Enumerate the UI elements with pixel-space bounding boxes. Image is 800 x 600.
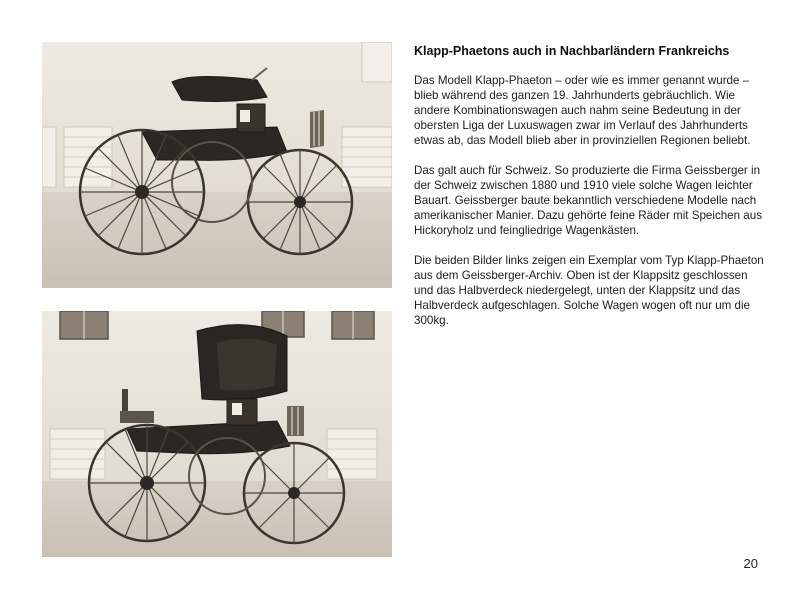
article-heading: Klapp-Phaetons auch in Nachbarländern Frankreichs <box>414 44 730 58</box>
carriage-photo-bottom <box>42 311 392 557</box>
paragraph-intro: Das Modell Klapp-Phaeton – oder wie es immer genannt wurde – blieb während des ganzen 19. Jahrhunderts gebräuchlich. Wie andere Kombinationswagen auch nahm seine Bedeutung in der obersten Liga der Luxuswagen zwar im Verlauf des Jahrhunderts etwas ab, das Modell blieb aber in provinziellen Regionen beliebt. <box>414 74 751 147</box>
article-text <box>414 44 764 343</box>
page-number: 20 <box>743 556 758 571</box>
paragraph-image-description: Die beiden Bilder links zeigen ein Exemplar vom Typ Klapp-Phaeton aus dem Geissberger-Archiv. Oben ist der Klappsitz geschlossen und das Halbverdeck niedergelegt, unten der Klappsitz und das Halbverdeck aufgeschlagen. Solche Wagen wogen oft nur um die 300kg. <box>414 254 764 327</box>
paragraph-switzerland: Das galt auch für Schweiz. So produzierte die Firma Geissberger in der Schweiz zwischen 1880 und 1910 viele solche Wagen leichter Bauart. Geissberger baute bekanntlich verschiedene Modelle nach amerikanischer Manier. Dazu gehörte feine Räder mit Speichen aus Hickoryholz und feingliedrige Wagenkästen. <box>414 164 762 237</box>
carriage-folded-illustration <box>42 42 392 288</box>
carriage-open-illustration <box>42 311 392 557</box>
carriage-photo-top <box>42 42 392 288</box>
